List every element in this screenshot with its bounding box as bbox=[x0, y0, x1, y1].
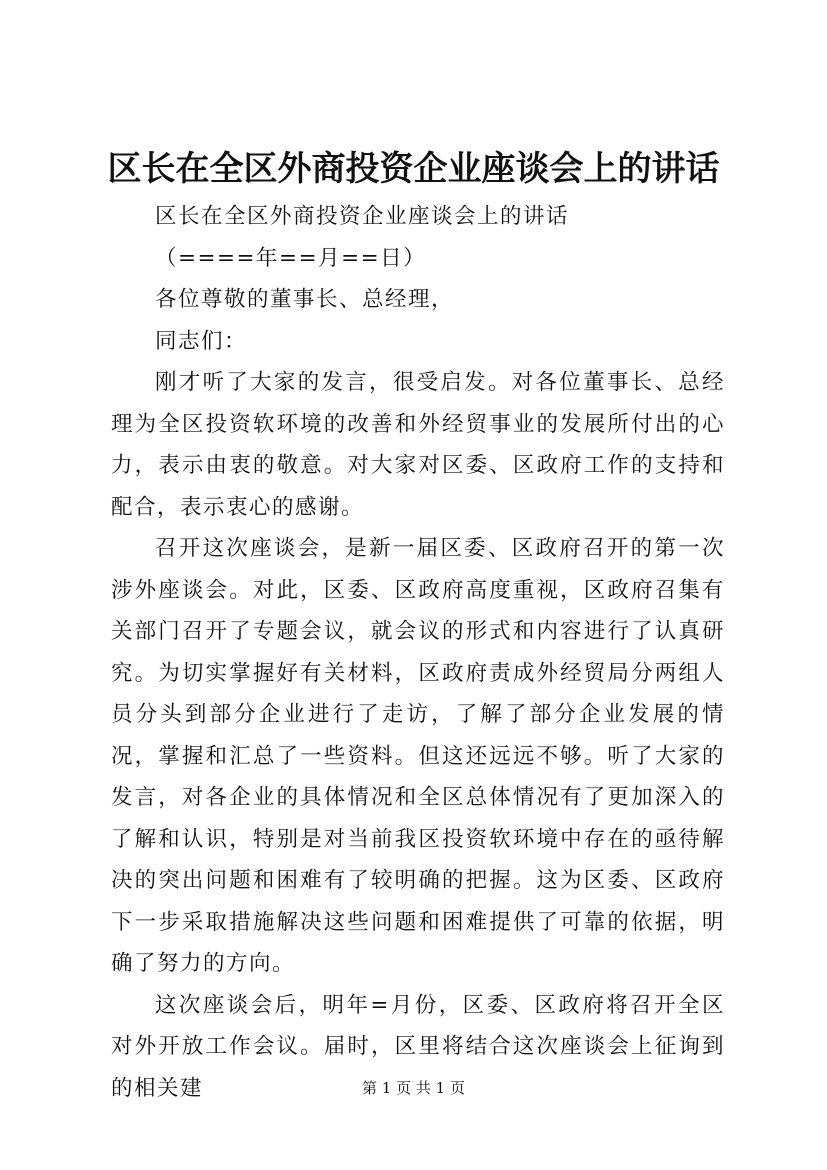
salutation-paragraph: 各位尊敬的董事长、总经理， bbox=[155, 287, 455, 312]
body-paragraph: 召开这次座谈会，是新一届区委、区政府召开的第一次涉外座谈会。对此，区委、区政府高度重视，区政府召集有关部门召开了专题会议，就会议的形式和内容进行了认真研究。为切实掌握好有关材料，区政府责成外经贸局分两组人员分头到部分企业进行了走访，了解了部分企业发展的情况，掌握和汇总了一些资料。但这还远远不够。听了大家的发言，对各企业的具体情况和全区总体情况有了更加深入的了解和认识，特别是对当前我区投资软环境中存在的亟待解决的突出问题和困难有了较明确的把握。这为区委、区政府下一步采取措施解决这些问题和困难提供了可靠的依据，明确了努力的方向。 bbox=[111, 536, 725, 976]
body-paragraph: 这次座谈会后，明年=月份，区委、区政府将召开全区对外开放工作会议。届时，区里将结合这次座谈会上征询到的相关建 bbox=[111, 992, 725, 1101]
page-number-footer: 第 1 页 共 1 页 bbox=[362, 1079, 465, 1097]
subtitle-paragraph: 区长在全区外商投资企业座谈会上的讲话 bbox=[155, 204, 570, 229]
salutation-paragraph: 同志们： bbox=[155, 328, 248, 354]
document-body bbox=[111, 196, 725, 1109]
document-title: 区长在全区外商投资企业座谈会上的讲话 bbox=[107, 149, 720, 189]
date-paragraph: （====年==月==日） bbox=[155, 245, 427, 271]
body-paragraph: 刚才听了大家的发言，很受启发。对各位董事长、总经理为全区投资软环境的改善和外经贸事业的发展所付出的心力，表示由衷的敬意。对大家对区委、区政府工作的支持和配合，表示衷心的感谢。 bbox=[111, 370, 725, 520]
